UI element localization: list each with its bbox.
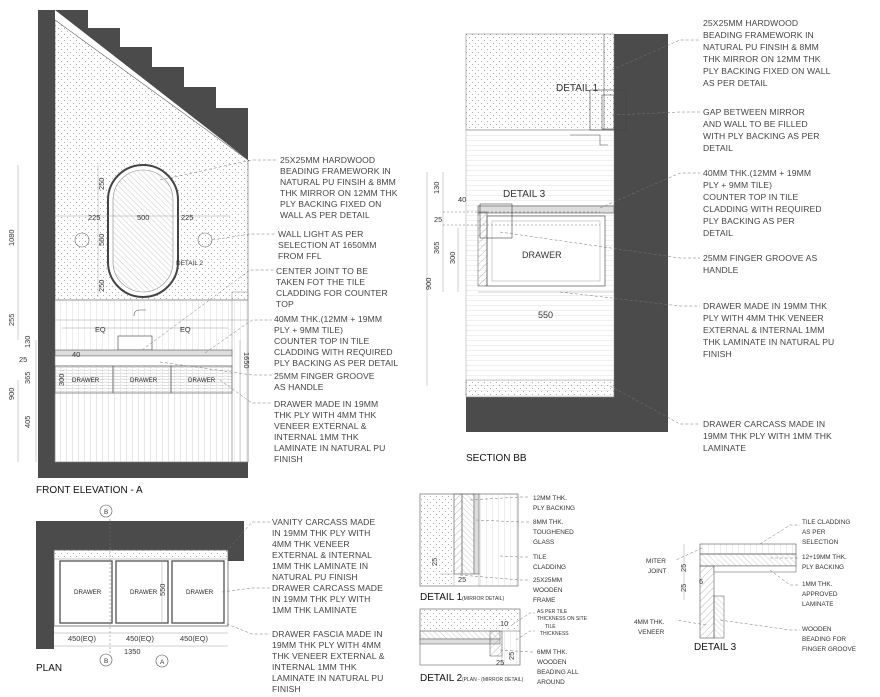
drawer-front-section [478,212,487,286]
dim-560: 560 [97,233,106,246]
svg-text:LAMINATE: LAMINATE [703,443,747,453]
svg-text:PLY WITH 4MM THK VENEER: PLY WITH 4MM THK VENEER [703,313,824,323]
svg-text:AS PER: AS PER [802,529,826,536]
dim-450: 450(EQ) [68,634,96,643]
svg-text:FINISH: FINISH [703,349,732,359]
dim-225: 225 [88,213,101,222]
leader [676,548,702,560]
drawer-label: DRAWER [130,589,158,596]
detail-1-frame-wood [454,494,462,574]
svg-text:THK VENEER EXTERNAL &: THK VENEER EXTERNAL & [272,651,385,661]
svg-text:WOODEN: WOODEN [802,626,832,633]
svg-text:19MM THK PLY WITH 1MM THK: 19MM THK PLY WITH 1MM THK [703,431,832,441]
svg-text:DRAWER CARCASS MADE: DRAWER CARCASS MADE [272,583,383,593]
svg-text:BEADING FOR: BEADING FOR [802,636,847,643]
svg-text:NATURAL PU FINSIH & 8MM: NATURAL PU FINSIH & 8MM [703,42,819,52]
dim-25: 25 [458,575,467,584]
svg-text:1MM THK.: 1MM THK. [802,581,833,588]
svg-text:PLY BACKING: PLY BACKING [802,564,845,571]
section-bb [424,18,834,464]
detail-2-ply [420,631,500,639]
svg-text:CENTER JOINT TO BE: CENTER JOINT TO BE [276,266,369,276]
dim-eq: EQ [95,325,106,334]
section-note-4 [703,253,817,275]
svg-text:TILE: TILE [545,624,556,630]
svg-text:PLY BACKING FIXED ON WALL: PLY BACKING FIXED ON WALL [703,66,831,76]
svg-text:WOODEN: WOODEN [537,659,567,666]
svg-text:BEADING FRAMEWORK IN: BEADING FRAMEWORK IN [280,166,391,176]
dim-25: 25 [434,215,443,224]
svg-text:INTERNAL 1MM THK: INTERNAL 1MM THK [274,432,359,442]
svg-text:SELECTION AT 1650MM: SELECTION AT 1650MM [278,240,377,250]
drawer-label: DRAWER [188,377,216,384]
vanity-drawers [55,366,232,393]
detail-1-subtitle: (MIRROR DETAIL) [462,596,505,602]
svg-text:19MM THK PLY WITH 4MM: 19MM THK PLY WITH 4MM [272,640,382,650]
svg-text:40MM THK.(12MM + 19MM: 40MM THK.(12MM + 19MM [274,314,383,324]
dim-1650: 1650 [242,352,251,369]
detail-1-tag: DETAIL 1 [556,83,599,94]
dim-40: 40 [458,195,467,204]
svg-text:DRAWER FASCIA MADE IN: DRAWER FASCIA MADE IN [272,629,383,639]
svg-text:TAKEN FOT THE TILE: TAKEN FOT THE TILE [276,277,366,287]
svg-text:CLADDING: CLADDING [533,564,567,571]
section-note-2 [703,107,820,153]
detail-3-notes [634,519,856,653]
drawer-label: DRAWER [186,589,214,596]
leader [760,525,800,544]
section-dotted-wall [466,34,614,130]
svg-text:TILE CLADDING: TILE CLADDING [802,519,851,526]
svg-text:DETAIL: DETAIL [703,143,734,153]
svg-text:CLADDING WITH REQUIRED: CLADDING WITH REQUIRED [703,204,822,214]
elev-note-3 [276,266,388,309]
elev-note-2 [278,229,377,261]
dim-500: 500 [137,213,150,222]
elev-note-5 [274,371,375,392]
svg-text:HANDLE: HANDLE [703,265,739,275]
svg-text:COUNTER TOP IN TILE: COUNTER TOP IN TILE [274,336,370,346]
svg-text:BEADING FRAMEWORK IN: BEADING FRAMEWORK IN [703,30,814,40]
svg-text:CLADDING FOR COUNTER: CLADDING FOR COUNTER [276,288,388,298]
svg-text:12+19MM THK.: 12+19MM THK. [802,554,847,561]
svg-text:TILE: TILE [533,554,547,561]
svg-text:BEADING ALL: BEADING ALL [537,669,579,676]
svg-text:THICKNESS ON SITE: THICKNESS ON SITE [537,616,588,622]
drawer-label-section: DRAWER [522,250,562,260]
svg-text:EXTERNAL & INTERNAL: EXTERNAL & INTERNAL [272,550,372,560]
svg-text:VANITY CARCASS MADE: VANITY CARCASS MADE [272,517,376,527]
svg-text:TOUGHENED: TOUGHENED [533,529,574,536]
section-marker-label: B [104,509,109,516]
dim-900: 900 [7,387,16,400]
detail-2-glass [420,639,500,644]
detail-1-wall [420,494,454,586]
section-note-3 [703,168,822,238]
svg-text:PLY BACKING: PLY BACKING [533,505,576,512]
basin [118,336,152,350]
leader [222,588,270,592]
detail-1 [420,494,575,604]
plan-note-1 [272,517,375,582]
detail-2 [420,609,588,686]
dim-225: 225 [181,213,194,222]
dim-550: 550 [158,583,167,596]
svg-text:WITH PLY BACKING AS PER: WITH PLY BACKING AS PER [703,131,820,141]
svg-text:NATURAL PU FINSIH & 8MM: NATURAL PU FINSIH & 8MM [280,177,396,187]
svg-text:VENEER: VENEER [638,629,665,636]
svg-text:4MM THK VENEER: 4MM THK VENEER [272,539,350,549]
elev-note-6 [274,399,385,464]
svg-text:PLY BACKING AS PER DETAIL: PLY BACKING AS PER DETAIL [274,358,399,368]
svg-text:25X25MM HARDWOOD: 25X25MM HARDWOOD [703,18,799,28]
svg-text:FINGER GROOVE: FINGER GROOVE [802,646,856,653]
svg-text:MITER: MITER [646,558,666,565]
detail-2-subtitle: (PLAN - (MIRROR DETAIL) [462,677,524,683]
svg-text:THICKNESS: THICKNESS [540,631,569,637]
detail-2-tag: DETAIL 2 [176,260,203,267]
section-note-1 [703,18,831,88]
section-floor [466,397,668,432]
section-marker-label: B [104,658,109,665]
detail-1-title: DETAIL 1 [420,592,463,603]
dim-405: 405 [23,415,32,428]
detail-1-notes [533,495,575,604]
svg-text:FINISH: FINISH [272,684,301,694]
elev-note-4 [274,314,398,368]
front-elevation [7,10,398,496]
section-bb-title: SECTION BB [466,453,527,464]
svg-text:THK LAMINATE IN NATURAL PU: THK LAMINATE IN NATURAL PU [703,337,835,347]
svg-text:PLY + 9MM TILE): PLY + 9MM TILE) [703,180,773,190]
svg-text:DRAWER MADE IN 19MM: DRAWER MADE IN 19MM [274,399,379,409]
section-note-5 [703,301,834,359]
svg-text:COUNTER TOP IN TILE: COUNTER TOP IN TILE [703,192,799,202]
plan-note-2 [272,583,383,615]
dim-450: 450(EQ) [126,634,154,643]
detail-3-ply [700,554,796,566]
svg-text:APPROVED: APPROVED [802,591,838,598]
detail-3-tag: DETAIL 3 [503,189,546,200]
svg-text:WOODEN: WOODEN [533,587,563,594]
svg-text:1MM THK LAMINATE IN: 1MM THK LAMINATE IN [272,561,369,571]
counter-top [55,350,232,356]
dim-900: 900 [424,277,433,290]
svg-text:THK MIRROR ON 12MM THK: THK MIRROR ON 12MM THK [280,188,398,198]
section-note-6 [703,419,832,453]
dim-25: 25 [507,651,516,660]
svg-text:40MM THK.(12MM + 19MM: 40MM THK.(12MM + 19MM [703,168,812,178]
detail-2-beading [490,631,502,656]
detail-1-tile [479,494,518,586]
dim-130: 130 [23,335,32,348]
dim-25: 25 [430,557,439,566]
plan-view [36,505,385,694]
dim-255: 255 [7,313,16,326]
lower-tile [55,393,232,462]
svg-text:DRAWER CARCASS MADE IN: DRAWER CARCASS MADE IN [703,419,826,429]
plan-back-panel [54,550,228,559]
svg-text:8MM THK.: 8MM THK. [533,519,564,526]
leader [720,620,800,630]
svg-text:THK PLY WITH 4MM THK: THK PLY WITH 4MM THK [274,410,377,420]
drawer-label: DRAWER [130,377,158,384]
svg-text:INTERNAL 1MM THK: INTERNAL 1MM THK [272,662,357,672]
detail-2-notes [537,609,588,637]
dim-25: 25 [19,355,28,364]
svg-text:AS PER DETAIL: AS PER DETAIL [703,78,768,88]
section-wall [614,34,668,432]
svg-text:FRAME: FRAME [533,597,556,604]
svg-text:25MM FINGER GROOVE AS: 25MM FINGER GROOVE AS [703,253,818,263]
elevation-marker-label: A [160,659,165,666]
detail-3-title: DETAIL 3 [694,642,737,653]
dim-40: 40 [72,350,81,359]
wall-light-left [75,233,89,247]
detail-3-beading [714,596,724,638]
svg-text:25MM FINGER GROOVE: 25MM FINGER GROOVE [274,371,375,381]
svg-text:SELECTION: SELECTION [802,539,839,546]
dim-300: 300 [57,373,66,386]
svg-text:PLY BACKING FIXED ON: PLY BACKING FIXED ON [280,199,382,209]
svg-text:1MM THK LAMINATE: 1MM THK LAMINATE [272,605,357,615]
svg-text:DRAWER MADE IN 19MM THK: DRAWER MADE IN 19MM THK [703,301,828,311]
detail-1-ply [462,494,474,574]
svg-text:WALL LIGHT AS PER: WALL LIGHT AS PER [278,229,364,239]
svg-text:DETAIL: DETAIL [703,228,734,238]
svg-text:AND WALL TO BE FILLED: AND WALL TO BE FILLED [703,119,808,129]
dim-365: 365 [432,241,441,254]
svg-text:WALL AS PER DETAIL: WALL AS PER DETAIL [280,210,370,220]
dim-365: 365 [23,371,32,384]
dim-25: 25 [496,658,505,667]
detail-2-notes [537,649,579,686]
detail-2-title: DETAIL 2 [420,673,463,684]
svg-text:NATURAL PU FINISH: NATURAL PU FINISH [272,572,358,582]
dim-6: 6 [699,577,704,586]
detail-3-tile [700,544,796,554]
dim-25: 25 [679,583,688,592]
plan-note-3 [272,629,385,694]
svg-text:FINISH: FINISH [274,454,303,464]
plan-title: PLAN [36,663,63,674]
dim-450: 450(EQ) [180,634,208,643]
svg-text:IN 19MM THK PLY WITH: IN 19MM THK PLY WITH [272,594,371,604]
drawer-label: DRAWER [72,377,100,384]
svg-text:4MM THK.: 4MM THK. [634,619,665,626]
svg-text:VENEER EXTERNAL &: VENEER EXTERNAL & [274,421,367,431]
svg-text:6MM THK.: 6MM THK. [537,649,568,656]
dim-10: 10 [500,619,509,628]
svg-text:PLY BACKING AS PER: PLY BACKING AS PER [703,216,795,226]
floor [38,462,248,478]
svg-text:AROUND: AROUND [537,679,565,686]
detail-3-laminate [714,566,796,572]
leader [222,622,270,634]
left-wall [38,10,55,478]
mirror-glass [113,170,173,292]
dim-1350: 1350 [124,647,141,656]
groove-band [55,356,232,366]
front-elevation-title: FRONT ELEVATION - A [36,485,143,496]
dim-250: 250 [97,177,106,190]
svg-text:GLASS: GLASS [533,539,555,546]
dim-300: 300 [448,251,457,264]
dim-550: 550 [538,310,554,320]
skirting [466,380,614,397]
dim-250: 250 [97,279,106,292]
dim-130: 130 [432,181,441,194]
svg-text:25X25MM HARDWOOD: 25X25MM HARDWOOD [280,155,376,165]
svg-text:TOP: TOP [276,299,294,309]
svg-text:AS HANDLE: AS HANDLE [274,382,324,392]
detail-1-glass [474,494,479,574]
wall-light-right [198,233,212,247]
svg-text:LAMINATE: LAMINATE [802,601,834,608]
dim-1080: 1080 [7,229,16,246]
svg-text:AS PER TILE: AS PER TILE [537,609,568,615]
svg-text:FROM FFL: FROM FFL [278,251,322,261]
svg-text:GAP BETWEEN MIRROR: GAP BETWEEN MIRROR [703,107,805,117]
svg-text:EXTERNAL & INTERNAL 1MM: EXTERNAL & INTERNAL 1MM [703,325,825,335]
svg-text:12MM THK.: 12MM THK. [533,495,567,502]
svg-text:LAMINATE IN NATURAL PU: LAMINATE IN NATURAL PU [274,443,386,453]
plan-wall-left [36,521,54,649]
svg-text:25X25MM: 25X25MM [533,577,563,584]
dim-eq: EQ [180,325,191,334]
svg-text:IN 19MM THK PLY WITH: IN 19MM THK PLY WITH [272,528,371,538]
svg-text:THK MIRROR ON 12MM THK: THK MIRROR ON 12MM THK [703,54,821,64]
svg-text:PLY + 9MM TILE): PLY + 9MM TILE) [274,325,344,335]
drawer-label: DRAWER [74,589,102,596]
elev-note-1 [280,155,398,220]
detail-3 [634,519,856,653]
dim-25: 25 [679,563,688,572]
counter-section [478,206,614,213]
svg-text:LAMINATE IN NATURAL PU: LAMINATE IN NATURAL PU [272,673,384,683]
svg-text:CLADDING WITH REQUIRED: CLADDING WITH REQUIRED [274,347,393,357]
svg-text:JOINT: JOINT [648,568,667,575]
